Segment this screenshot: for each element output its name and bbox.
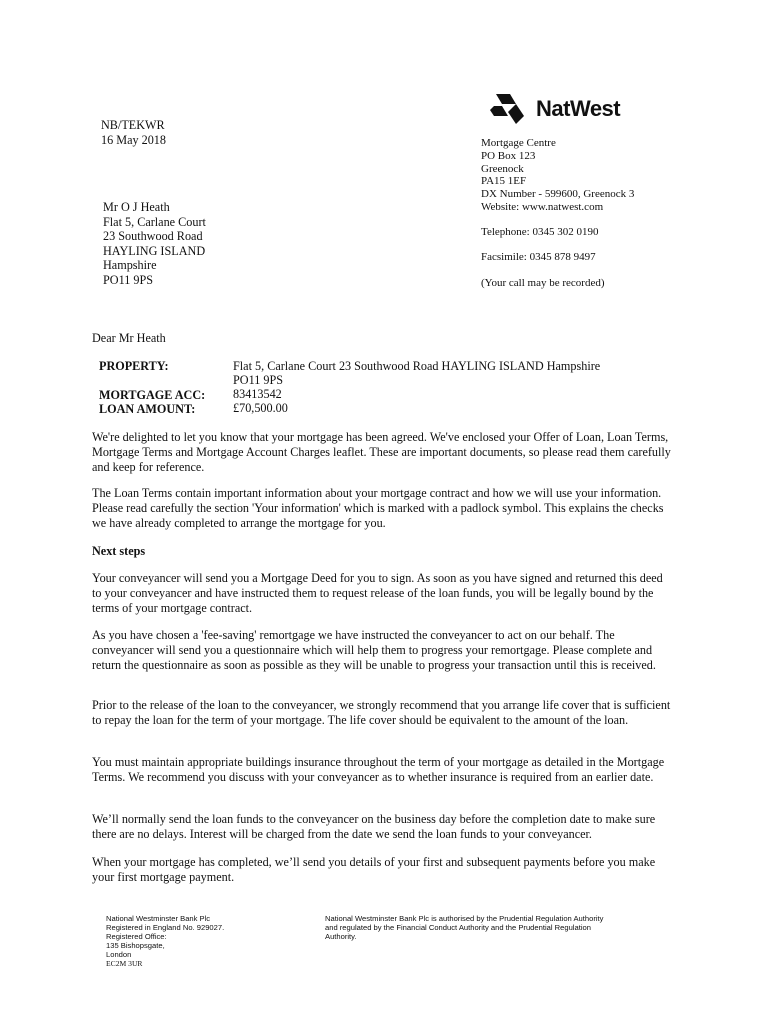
paragraph-life-cover <box>92 698 674 728</box>
mortgage-account-label: MORTGAGE ACC: <box>99 388 206 402</box>
recipient-address <box>103 200 206 288</box>
bank-address-line: PO Box 123 <box>481 149 536 162</box>
paragraph-text: Your conveyancer will send you a Mortgage Deed for you to sign. As soon as you have signed and returned this deed to your conveyancer and have instructed them to request release of the loan funds, you will be legally bound by the terms of your mortgage contract. <box>92 571 663 615</box>
property-label: PROPERTY: <box>99 359 169 373</box>
mortgage-account-value: 83413542 <box>233 387 282 401</box>
paragraph-text: The Loan Terms contain important information about your mortgage contract and how we will use your information. Please read carefully the section 'Your information' which is marked with a padlock symbol. This explains the checks we have already completed to arrange the mortgage for you. <box>92 486 664 530</box>
letter-reference: NB/TEKWR <box>101 118 165 132</box>
loan-amount-label: LOAN AMOUNT: <box>99 402 196 416</box>
bank-address-line: Greenock <box>481 162 524 175</box>
footer-line: London <box>106 949 132 959</box>
logo-wordmark: NatWest <box>536 96 621 121</box>
paragraph-loan-funds <box>92 812 674 842</box>
reference-block <box>101 118 166 147</box>
recipient-line: PO11 9PS <box>103 272 154 287</box>
footer-line: Registered in England No. 929027. <box>106 922 225 932</box>
recipient-line: Hampshire <box>103 258 157 273</box>
paragraph-remortgage <box>92 628 674 673</box>
recipient-line: 23 Southwood Road <box>103 229 203 244</box>
loan-amount-value: £70,500.00 <box>233 401 288 415</box>
paragraph-text: We’ll normally send the loan funds to the conveyancer on the business day before the completion date to make sure there are no delays. Interest will be charged from the date we send the loan funds to your conveyancer. <box>92 812 656 841</box>
footer-line: and regulated by the Financial Conduct Authority and the Prudential Regulation <box>325 922 591 932</box>
call-recording-note: (Your call may be recorded) <box>481 277 605 289</box>
paragraph-text: You must maintain appropriate buildings insurance throughout the term of your mortgage as detailed in the Mortgage Terms. We recommend you discuss with your conveyancer as to whether insurance is required from an earlier date. <box>92 755 665 784</box>
natwest-cubes-logo-icon <box>488 92 530 126</box>
natwest-logo <box>488 92 620 126</box>
recipient-line: Mr O J Heath <box>103 200 170 214</box>
footer-line: National Westminster Bank Plc is authorised by the Prudential Regulation Authority <box>325 914 604 923</box>
property-value-line2: PO11 9PS <box>233 373 284 387</box>
recipient-line: Flat 5, Carlane Court <box>103 214 206 229</box>
footer-line: Registered Office: <box>106 931 167 941</box>
footer-line: National Westminster Bank Plc <box>106 914 211 923</box>
recipient-line: HAYLING ISLAND <box>103 243 206 258</box>
paragraph-text: As you have chosen a 'fee-saving' remortgage we have instructed the conveyancer to act on our behalf. The conveyancer will send you a questionnaire which will help them to progress your remortgage. Please complete and return the questionnaire as soon as possible as they will be unable to progress your transaction until this is received. <box>92 628 656 672</box>
paragraph-offer <box>92 430 674 475</box>
bank-address-line: DX Number - 599600, Greenock 3 <box>481 188 635 201</box>
footer-line: EC2M 3UR <box>106 958 143 968</box>
paragraph-text: When your mortgage has completed, we’ll send you details of your first and subsequent payments before you make your first mortgage payment. <box>92 855 656 884</box>
footer-regulation <box>325 915 603 942</box>
letter-date: 16 May 2018 <box>101 132 166 147</box>
paragraph-insurance <box>92 755 674 785</box>
bank-facsimile: Facsimile: 0345 878 9497 <box>481 251 596 263</box>
bank-address-line: Mortgage Centre <box>481 137 556 149</box>
bank-address-line: PA15 1EF <box>481 175 527 188</box>
paragraph-text: Prior to the release of the loan to the conveyancer, we strongly recommend that you arrange life cover that is sufficient to repay the loan for the term of your mortgage. The life cover should be equivalent to the amount of the loan. <box>92 698 671 727</box>
bank-address <box>481 137 634 214</box>
paragraph-completion <box>92 855 674 885</box>
paragraph-text: We're delighted to let you know that your mortgage has been agreed. We've enclosed your Offer of Loan, Loan Terms, Mortgage Terms and Mortgage Account Charges leaflet. These are important documents, so please read them carefully and keep for reference. <box>92 430 671 474</box>
bank-website: Website: www.natwest.com <box>481 200 604 213</box>
bank-telephone: Telephone: 0345 302 0190 <box>481 226 599 238</box>
footer-line: 135 Bishopsgate, <box>106 940 165 950</box>
next-steps-heading: Next steps <box>92 544 146 558</box>
footer-line: Authority. <box>325 931 357 941</box>
footer-registration <box>106 915 224 968</box>
property-value-line1: Flat 5, Carlane Court 23 Southwood Road HAYLING ISLAND Hampshire <box>233 359 601 373</box>
salutation: Dear Mr Heath <box>92 331 166 345</box>
paragraph-mortgage-deed <box>92 571 674 616</box>
paragraph-loan-terms <box>92 486 674 531</box>
